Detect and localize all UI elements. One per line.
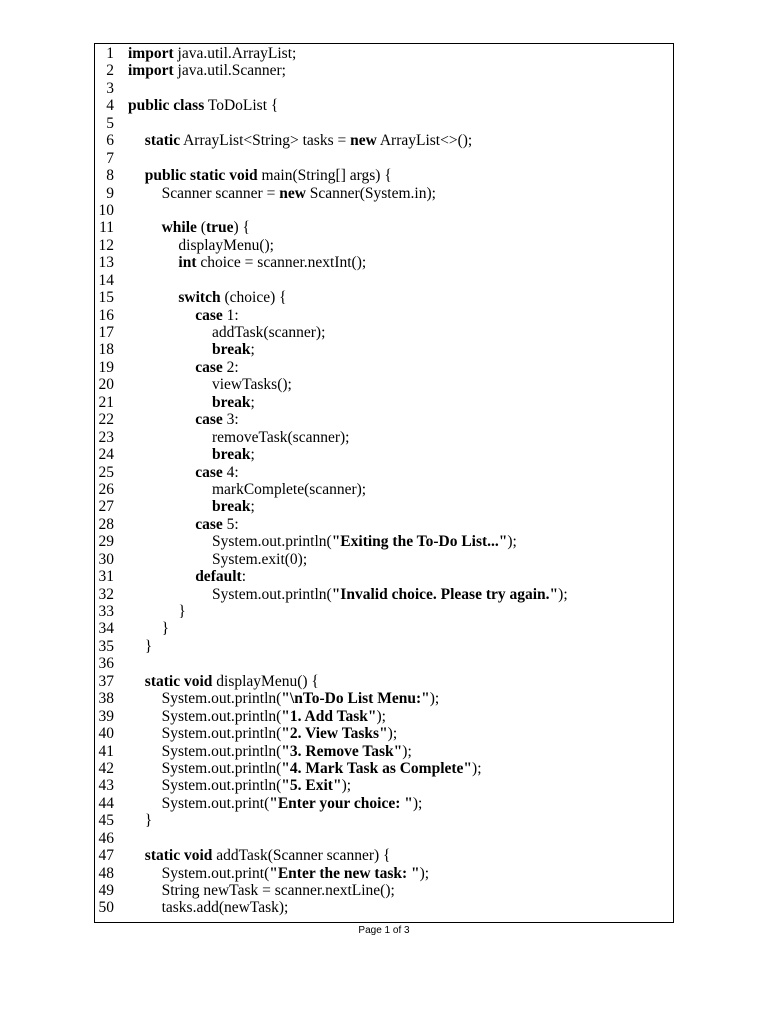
code-text bbox=[178, 237, 274, 254]
code-token: viewTasks(); bbox=[212, 376, 292, 394]
line-number: 25 bbox=[98, 463, 114, 481]
code-line bbox=[95, 289, 673, 306]
code-keyword: break bbox=[212, 393, 251, 411]
code-keyword: "3. Remove Task" bbox=[281, 742, 403, 760]
code-line bbox=[95, 620, 673, 637]
code-token: ; bbox=[250, 393, 255, 411]
code-line bbox=[95, 132, 673, 149]
code-line bbox=[95, 45, 673, 62]
line-number: 14 bbox=[98, 271, 114, 289]
code-token: 2: bbox=[222, 358, 239, 376]
code-text bbox=[145, 132, 472, 149]
code-text bbox=[212, 376, 292, 393]
code-keyword: break bbox=[212, 498, 251, 516]
code-token: System.out.println( bbox=[212, 585, 332, 603]
code-keyword: default bbox=[195, 568, 242, 586]
code-token: (choice) { bbox=[220, 289, 287, 307]
code-line bbox=[95, 795, 673, 812]
code-token: ( bbox=[196, 219, 206, 237]
code-line bbox=[95, 80, 673, 97]
code-line bbox=[95, 568, 673, 585]
code-token: Scanner scanner = bbox=[161, 184, 280, 202]
code-keyword: "\nTo-Do List Menu:" bbox=[281, 690, 430, 708]
code-token: ); bbox=[507, 533, 517, 551]
code-token: addTask(Scanner scanner) { bbox=[212, 847, 391, 865]
code-text bbox=[212, 498, 255, 515]
code-keyword: "1. Add Task" bbox=[281, 707, 377, 725]
code-token: System.out.println( bbox=[161, 707, 282, 725]
code-token: System.out.println( bbox=[161, 777, 282, 795]
line-number: 11 bbox=[99, 219, 114, 237]
code-text bbox=[162, 690, 440, 707]
code-keyword: public static void bbox=[144, 167, 258, 185]
line-number: 22 bbox=[98, 411, 114, 429]
line-number: 49 bbox=[98, 882, 114, 899]
code-line bbox=[95, 237, 673, 254]
code-token: ; bbox=[250, 341, 255, 359]
code-token: main(String[] args) { bbox=[257, 167, 392, 185]
code-keyword: "Enter your choice: " bbox=[269, 794, 413, 812]
code-text bbox=[162, 795, 423, 812]
line-number: 15 bbox=[98, 289, 114, 307]
code-token: System.out.println( bbox=[161, 759, 282, 777]
code-line bbox=[95, 115, 673, 132]
code-token: ); bbox=[429, 690, 440, 708]
code-text bbox=[178, 289, 286, 306]
code-keyword: case bbox=[195, 358, 223, 376]
line-number: 27 bbox=[98, 498, 114, 516]
code-line bbox=[95, 830, 673, 847]
line-number: 1 bbox=[106, 45, 114, 62]
code-token: 5: bbox=[222, 515, 239, 533]
code-keyword: static void bbox=[144, 847, 213, 865]
code-token: System.out.println( bbox=[161, 690, 282, 708]
line-number: 47 bbox=[98, 847, 114, 865]
line-number: 42 bbox=[98, 759, 114, 777]
code-line bbox=[95, 202, 673, 219]
code-token: } bbox=[161, 620, 170, 638]
code-text bbox=[145, 812, 152, 829]
code-token: ); bbox=[402, 742, 412, 760]
line-number: 45 bbox=[98, 812, 114, 830]
code-keyword: "Enter the new task: " bbox=[269, 864, 420, 882]
code-keyword: static void bbox=[144, 672, 213, 690]
code-line bbox=[95, 586, 673, 603]
line-number: 23 bbox=[98, 428, 114, 446]
code-line bbox=[95, 97, 673, 114]
code-line bbox=[95, 533, 673, 550]
code-text bbox=[212, 551, 307, 568]
code-keyword: "2. View Tasks" bbox=[281, 725, 388, 743]
code-keyword: import bbox=[128, 45, 174, 62]
code-keyword: "5. Exit" bbox=[281, 777, 342, 795]
code-line bbox=[95, 254, 673, 271]
code-lines bbox=[95, 45, 673, 917]
line-number: 36 bbox=[98, 655, 114, 673]
code-text bbox=[162, 777, 351, 794]
line-number: 28 bbox=[98, 515, 114, 533]
line-number: 41 bbox=[98, 742, 114, 760]
code-line bbox=[95, 708, 673, 725]
code-token: System.out.println( bbox=[161, 742, 282, 760]
code-text bbox=[145, 673, 319, 690]
code-line bbox=[95, 429, 673, 446]
code-token: ); bbox=[376, 707, 386, 725]
line-number: 3 bbox=[106, 79, 114, 97]
line-number: 7 bbox=[106, 149, 114, 167]
code-text bbox=[212, 481, 366, 498]
code-text bbox=[212, 429, 350, 446]
code-token: addTask(scanner); bbox=[212, 324, 326, 341]
code-keyword: new bbox=[350, 132, 377, 150]
code-keyword: case bbox=[195, 411, 223, 429]
code-text bbox=[212, 394, 255, 411]
line-number: 40 bbox=[98, 725, 114, 743]
code-listing-box bbox=[94, 43, 674, 923]
code-token: ; bbox=[250, 446, 255, 464]
line-number: 4 bbox=[106, 97, 114, 115]
code-line bbox=[95, 603, 673, 620]
code-token: displayMenu() { bbox=[212, 672, 319, 690]
code-text bbox=[162, 219, 250, 236]
code-keyword: true bbox=[205, 219, 234, 237]
code-token: : bbox=[241, 568, 246, 586]
line-number: 32 bbox=[98, 585, 114, 603]
line-number: 30 bbox=[98, 550, 114, 568]
line-number: 8 bbox=[106, 167, 114, 185]
code-token: ArrayList<String> tasks = bbox=[180, 132, 351, 150]
code-token: ); bbox=[472, 759, 482, 777]
line-number: 50 bbox=[98, 899, 114, 917]
line-number: 20 bbox=[98, 376, 114, 394]
code-token: System.out.println( bbox=[212, 533, 332, 551]
code-line bbox=[95, 865, 673, 882]
code-keyword: case bbox=[195, 515, 223, 533]
code-line bbox=[95, 307, 673, 324]
code-text bbox=[212, 586, 568, 603]
code-keyword: "Invalid choice. Please try again." bbox=[331, 585, 559, 603]
line-number: 18 bbox=[98, 341, 114, 359]
page-footer: Page 1 of 3 bbox=[358, 925, 410, 936]
code-keyword: case bbox=[195, 306, 223, 324]
code-token: ToDoList { bbox=[204, 97, 279, 115]
code-token: java.util.Scanner; bbox=[173, 62, 286, 80]
line-number: 37 bbox=[98, 672, 114, 690]
line-number: 26 bbox=[98, 480, 114, 498]
code-token: System.out.println( bbox=[161, 725, 282, 743]
code-line bbox=[95, 812, 673, 829]
code-line bbox=[95, 150, 673, 167]
line-number: 9 bbox=[106, 184, 114, 202]
code-text bbox=[195, 568, 246, 585]
code-line bbox=[95, 394, 673, 411]
code-line bbox=[95, 464, 673, 481]
code-keyword: new bbox=[279, 184, 306, 202]
code-token: System.out.print( bbox=[161, 794, 270, 812]
code-line bbox=[95, 760, 673, 777]
code-token: removeTask(scanner); bbox=[212, 428, 350, 446]
code-token: System.exit(0); bbox=[212, 550, 308, 568]
code-text bbox=[162, 725, 398, 742]
code-text bbox=[145, 167, 392, 184]
code-token: choice = scanner.nextInt(); bbox=[196, 254, 367, 272]
line-number: 17 bbox=[98, 324, 114, 341]
code-text bbox=[162, 743, 412, 760]
code-keyword: public class bbox=[128, 97, 205, 115]
code-keyword: "Exiting the To-Do List..." bbox=[331, 533, 508, 551]
line-number: 44 bbox=[98, 794, 114, 812]
code-line bbox=[95, 411, 673, 428]
code-line bbox=[95, 272, 673, 289]
code-token: ); bbox=[387, 725, 398, 743]
code-text bbox=[195, 411, 238, 428]
code-line bbox=[95, 899, 673, 916]
code-text bbox=[162, 899, 289, 916]
code-line bbox=[95, 167, 673, 184]
code-token: tasks.add(newTask); bbox=[161, 899, 289, 917]
line-number: 48 bbox=[98, 864, 114, 882]
code-line bbox=[95, 219, 673, 236]
code-token: 3: bbox=[222, 411, 239, 429]
code-text bbox=[195, 359, 238, 376]
code-keyword: case bbox=[195, 463, 223, 481]
line-number: 21 bbox=[98, 393, 114, 411]
code-line bbox=[95, 882, 673, 899]
line-number: 16 bbox=[98, 306, 114, 324]
code-token: markComplete(scanner); bbox=[212, 480, 367, 498]
line-number: 33 bbox=[98, 603, 114, 620]
code-text bbox=[212, 446, 255, 463]
code-text bbox=[162, 882, 395, 899]
code-line bbox=[95, 655, 673, 672]
code-keyword: int bbox=[178, 254, 197, 272]
line-number: 38 bbox=[98, 690, 114, 708]
code-line bbox=[95, 725, 673, 742]
code-text bbox=[178, 254, 366, 271]
code-line bbox=[95, 743, 673, 760]
code-text bbox=[162, 620, 169, 637]
line-number: 12 bbox=[98, 236, 114, 254]
line-number: 34 bbox=[98, 620, 114, 638]
code-token: System.out.print( bbox=[161, 864, 270, 882]
code-token: ); bbox=[341, 777, 352, 795]
code-text bbox=[212, 341, 255, 358]
code-keyword: break bbox=[212, 341, 251, 359]
code-line bbox=[95, 638, 673, 655]
code-token: java.util.ArrayList; bbox=[173, 45, 297, 62]
line-number: 19 bbox=[98, 358, 114, 376]
line-number: 35 bbox=[98, 637, 114, 655]
code-line bbox=[95, 673, 673, 690]
line-number: 13 bbox=[98, 254, 114, 272]
code-token: 1: bbox=[222, 306, 239, 324]
line-number: 43 bbox=[98, 777, 114, 795]
code-token: String newTask = scanner.nextLine(); bbox=[161, 882, 395, 899]
code-token: Scanner(System.in); bbox=[305, 184, 436, 202]
code-token: ); bbox=[558, 585, 568, 603]
code-token: } bbox=[178, 603, 186, 620]
code-line bbox=[95, 324, 673, 341]
code-text bbox=[162, 760, 482, 777]
code-keyword: break bbox=[212, 446, 251, 464]
code-keyword: "4. Mark Task as Complete" bbox=[281, 759, 473, 777]
code-text bbox=[162, 865, 430, 882]
line-number: 29 bbox=[98, 533, 114, 551]
code-text bbox=[212, 324, 325, 341]
code-line bbox=[95, 498, 673, 515]
code-line bbox=[95, 516, 673, 533]
code-line bbox=[95, 847, 673, 864]
line-number: 31 bbox=[98, 568, 114, 586]
code-line bbox=[95, 185, 673, 202]
code-token: ) { bbox=[233, 219, 250, 237]
code-token: } bbox=[144, 812, 153, 830]
code-line bbox=[95, 481, 673, 498]
line-number: 39 bbox=[98, 707, 114, 725]
code-keyword: import bbox=[128, 62, 174, 80]
code-line bbox=[95, 62, 673, 79]
code-line bbox=[95, 359, 673, 376]
code-text bbox=[128, 62, 286, 79]
code-text bbox=[128, 97, 278, 114]
code-token: 4: bbox=[222, 463, 239, 481]
line-number: 2 bbox=[106, 62, 114, 80]
code-text bbox=[195, 307, 238, 324]
code-text bbox=[128, 45, 296, 62]
code-token: displayMenu(); bbox=[178, 236, 274, 254]
code-keyword: while bbox=[161, 219, 197, 237]
code-line bbox=[95, 777, 673, 794]
code-text bbox=[178, 603, 185, 620]
code-text bbox=[195, 516, 238, 533]
line-number: 24 bbox=[98, 446, 114, 464]
line-number: 6 bbox=[106, 132, 114, 150]
code-token: ); bbox=[412, 794, 423, 812]
code-text bbox=[212, 533, 517, 550]
line-number: 10 bbox=[98, 201, 114, 219]
code-text bbox=[195, 464, 238, 481]
code-text bbox=[145, 847, 391, 864]
code-line bbox=[95, 341, 673, 358]
code-token: } bbox=[144, 637, 153, 655]
line-number: 5 bbox=[106, 114, 114, 132]
code-line bbox=[95, 376, 673, 393]
code-keyword: switch bbox=[178, 289, 221, 307]
code-token: ; bbox=[250, 498, 255, 516]
code-text bbox=[162, 708, 386, 725]
code-line bbox=[95, 446, 673, 463]
code-line bbox=[95, 690, 673, 707]
code-token: ); bbox=[419, 864, 430, 882]
line-number: 46 bbox=[98, 829, 114, 847]
code-text bbox=[145, 638, 152, 655]
code-line bbox=[95, 551, 673, 568]
code-token: ArrayList<>(); bbox=[376, 132, 473, 150]
code-text bbox=[162, 185, 436, 202]
code-keyword: static bbox=[144, 132, 181, 150]
